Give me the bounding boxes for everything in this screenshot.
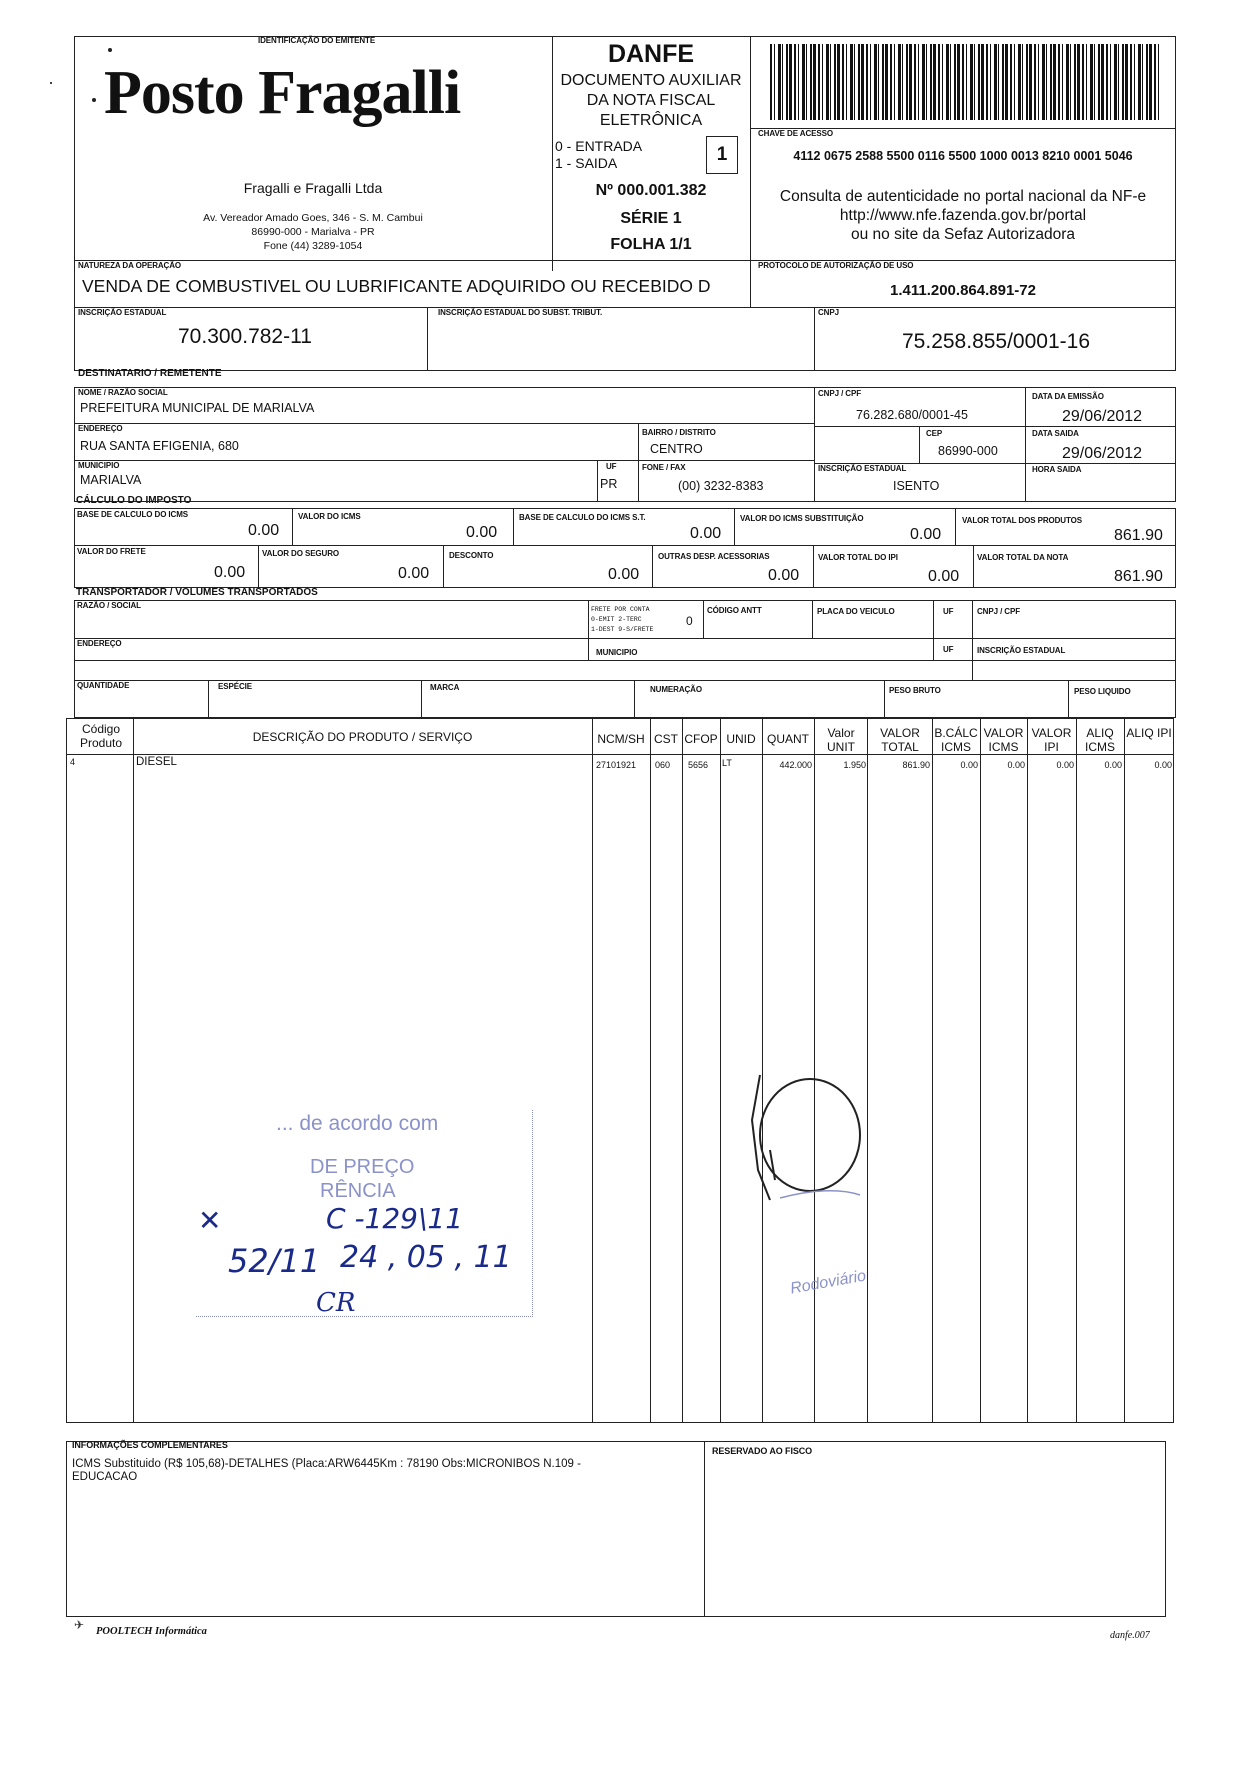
dest-nome-label: NOME / RAZÃO SOCIAL [78, 388, 168, 397]
municipio-value: MARIALVA [80, 473, 142, 487]
col-cfop: CFOP [684, 732, 718, 746]
produtos-frame [66, 718, 1174, 1423]
iest-label: INSCRIÇÃO ESTADUAL DO SUBST. TRIBUT. [438, 308, 603, 317]
footer-right: danfe.007 [1110, 1630, 1150, 1641]
saida-value: 29/06/2012 [1062, 445, 1143, 462]
emitente-label: IDENTIFICAÇÃO DO EMITENTE [258, 36, 376, 45]
nota-numero: Nº 000.001.382 [595, 182, 707, 199]
qtd-label: QUANTIDADE [77, 681, 130, 690]
outras-value: 0.00 [768, 567, 800, 584]
col-descricao: DESCRIÇÃO DO PRODUTO / SERVIÇO [252, 730, 473, 744]
nota-folha: FOLHA 1/1 [610, 236, 692, 253]
transp-ie-label: INSCRIÇÃO ESTADUAL [977, 646, 1066, 655]
imposto-label: CÁLCULO DO IMPOSTO [76, 495, 192, 506]
desconto-value: 0.00 [608, 566, 640, 583]
transp-municipio-label: MUNICIPIO [596, 648, 638, 657]
valor-st-label: VALOR DO ICMS SUBSTITUIÇÃO [740, 514, 864, 523]
danfe-entrada: 0 - ENTRADA [555, 138, 643, 154]
col-unid: UNID [726, 732, 756, 746]
frete-label: VALOR DO FRETE [77, 547, 146, 556]
row-cst: 060 [655, 760, 671, 770]
consulta-3: ou no site da Sefaz Autorizadora [850, 226, 1076, 243]
ie-label: INSCRIÇÃO ESTADUAL [78, 308, 167, 317]
col-ncm: NCM/SH [597, 732, 645, 746]
dest-nome: PREFEITURA MUNICIPAL DE MARIALVA [80, 401, 315, 415]
valor-icms-label: VALOR DO ICMS [298, 512, 361, 521]
base-icms-value: 0.00 [248, 522, 280, 539]
pooltech-icon: ✈ [74, 1618, 85, 1632]
col-vunit: Valor UNIT [827, 726, 855, 754]
uf-value: PR [600, 477, 618, 491]
marca-label: MARCA [430, 683, 460, 692]
chave-value: 4112 0675 2588 5500 0116 5500 1000 0013 8210 0001 5046 [793, 149, 1133, 163]
row-ncm: 27101921 [596, 760, 637, 770]
stamp-hand-2: 52/11 [228, 1242, 321, 1280]
destinatario-label: DESTINATARIO / REMETENTE [78, 368, 222, 379]
bullet-dot [92, 98, 96, 102]
col-aicms: ALIQ ICMS [1085, 726, 1115, 754]
col-quant: QUANT [767, 732, 809, 746]
natureza-label: NATUREZA DA OPERAÇÃO [78, 261, 182, 270]
desconto-label: DESCONTO [449, 551, 494, 560]
emissao-value: 29/06/2012 [1062, 408, 1143, 425]
numeracao-label: NUMERAÇÃO [650, 685, 702, 694]
total-nota-label: VALOR TOTAL DA NOTA [977, 553, 1069, 562]
consulta-2[interactable]: http://www.nfe.fazenda.gov.br/portal [839, 207, 1087, 224]
dest-ie-label: INSCRIÇÃO ESTADUAL [818, 464, 907, 473]
danfe-sub2: DA NOTA FISCAL [586, 92, 716, 109]
emitente-fone: Fone (44) 3289-1054 [263, 240, 363, 252]
info-label: INFORMAÇÕES COMPLEMENTARES [72, 1440, 228, 1450]
nota-serie: SÉRIE 1 [620, 210, 682, 227]
row-vunit: 1.950 [843, 760, 866, 770]
fone-label: FONE / FAX [642, 463, 686, 472]
saida-label: DATA SAIDA [1032, 429, 1079, 438]
frete-conta-1: FRETE POR CONTA [591, 606, 650, 613]
protocolo-label: PROTOCOLO DE AUTORIZAÇÃO DE USO [758, 261, 914, 270]
dest-ie-value: ISENTO [893, 479, 940, 493]
uf-label: UF [606, 462, 617, 471]
fone-value: (00) 3232-8383 [678, 479, 764, 493]
especie-label: ESPÉCIE [218, 682, 252, 691]
col-vtotal: VALOR TOTAL [880, 726, 920, 754]
col-vipi: VALOR IPI [1031, 726, 1072, 754]
row-aicms: 0.00 [1104, 760, 1122, 770]
base-icms-label: BASE DE CALCULO DO ICMS [77, 510, 189, 519]
stamp-line-3: RÊNCIA [320, 1180, 396, 1202]
frete-conta-2: 0-EMIT 2-TERC [591, 616, 642, 623]
row-vicms: 0.00 [1007, 760, 1025, 770]
transp-endereco-label: ENDEREÇO [77, 639, 122, 648]
col-bcicms: B.CÁLC ICMS [934, 726, 978, 754]
frete-conta-value: 0 [686, 614, 693, 628]
stamp-initials: CR [316, 1288, 356, 1318]
info-text-1: ICMS Substituido (R$ 105,68)-DETALHES (Placa:ARW6445Km : 78190 Obs:MICRONIBOS N.109 - [72, 1458, 581, 1470]
base-st-value: 0.00 [690, 525, 722, 542]
scan-speck [50, 82, 52, 84]
dest-endereco: RUA SANTA EFIGENIA, 680 [80, 439, 239, 453]
company-logo: Posto Fragalli [104, 59, 461, 127]
row-cfop: 5656 [688, 760, 709, 770]
stamp-cross: ✕ [198, 1205, 222, 1236]
footer-left: POOLTECH Informática [96, 1626, 207, 1637]
transp-uf-label: UF [943, 607, 954, 616]
frete-conta-3: 1-DEST 9-S/FRETE [591, 626, 654, 633]
emissao-label: DATA DA EMISSÃO [1032, 392, 1104, 401]
danfe-title: DANFE [607, 40, 695, 68]
transp-razao-label: RAZÃO / SOCIAL [77, 601, 141, 610]
row-vipi: 0.00 [1056, 760, 1074, 770]
col-cst: CST [654, 732, 678, 746]
col-vicms: VALOR ICMS [983, 726, 1024, 754]
bullet-dot [108, 48, 112, 52]
approval-stamp [196, 1110, 533, 1317]
stamp-hand-1: C -129\11 [326, 1202, 464, 1235]
base-st-label: BASE DE CALCULO DO ICMS S.T. [519, 513, 646, 522]
danfe-sub3: ELETRÔNICA [599, 112, 703, 129]
antt-label: CÓDIGO ANTT [707, 606, 762, 615]
cnpj-emit-value: 75.258.855/0001-16 [902, 330, 1091, 353]
dest-cnpj-label: CNPJ / CPF [818, 389, 862, 398]
natureza-value: VENDA DE COMBUSTIVEL OU LUBRIFICANTE ADQUIRIDO OU RECEBIDO D [82, 276, 711, 296]
consulta-1: Consulta de autenticidade no portal nacional da NF-e [779, 188, 1147, 205]
tipo-value: 1 [716, 144, 728, 165]
seguro-label: VALOR DO SEGURO [262, 549, 340, 558]
col-codigo: Código Produto [79, 722, 123, 750]
dest-endereco-label: ENDEREÇO [78, 424, 123, 433]
fisco-label: RESERVADO AO FISCO [712, 1446, 813, 1456]
info-text-2: EDUCACAO [72, 1471, 138, 1483]
emitente-endereco: Av. Vereador Amado Goes, 346 - S. M. Cambui [203, 212, 423, 224]
stamp-line-2: DE PREÇO [310, 1156, 415, 1178]
danfe-saida: 1 - SAIDA [555, 155, 618, 171]
stamp-hand-3: 24 , 05 , 11 [340, 1240, 512, 1275]
bairro-value: CENTRO [650, 442, 703, 456]
hora-label: HORA SAIDA [1032, 465, 1082, 474]
valor-st-value: 0.00 [910, 526, 942, 543]
seal-text: Rodoviário [789, 1267, 868, 1298]
valor-icms-value: 0.00 [466, 524, 498, 541]
peso-liquido-label: PESO LIQUIDO [1074, 687, 1131, 696]
row-vtotal: 861.90 [902, 760, 930, 770]
total-nota-value: 861.90 [1114, 568, 1163, 585]
ipi-label: VALOR TOTAL DO IPI [818, 553, 898, 562]
ie-value: 70.300.782-11 [178, 325, 312, 348]
row-unid: LT [722, 758, 732, 768]
bairro-label: BAIRRO / DISTRITO [642, 428, 716, 437]
cnpj-emit-label: CNPJ [818, 308, 839, 317]
emitente-razao: Fragalli e Fragalli Ltda [243, 180, 383, 196]
ipi-value: 0.00 [928, 568, 960, 585]
row-codigo: 4 [70, 757, 76, 767]
protocolo-value: 1.411.200.864.891-72 [890, 282, 1036, 299]
transportador-label: TRANSPORTADOR / VOLUMES TRANSPORTADOS [76, 587, 318, 598]
barcode [770, 44, 1162, 120]
transp-cnpj-label: CNPJ / CPF [977, 607, 1021, 616]
row-bcicms: 0.00 [960, 760, 978, 770]
row-aipi: 0.00 [1154, 760, 1172, 770]
placa-label: PLACA DO VEICULO [817, 607, 895, 616]
cep-label: CEP [926, 429, 943, 438]
municipio-label: MUNICIPIO [78, 461, 120, 470]
total-prod-label: VALOR TOTAL DOS PRODUTOS [962, 516, 1082, 525]
peso-bruto-label: PESO BRUTO [889, 686, 941, 695]
frete-value: 0.00 [214, 564, 246, 581]
cep-value: 86990-000 [938, 444, 998, 458]
row-quant: 442.000 [779, 760, 812, 770]
row-descricao: DIESEL [136, 756, 177, 768]
outras-label: OUTRAS DESP. ACESSORIAS [658, 552, 770, 561]
transp-uf2-label: UF [943, 645, 954, 654]
signature-mark [730, 1060, 880, 1220]
emitente-cidade: 86990-000 - Marialva - PR [251, 226, 375, 238]
chave-label: CHAVE DE ACESSO [758, 129, 833, 138]
dest-cnpj: 76.282.680/0001-45 [856, 408, 968, 422]
total-prod-value: 861.90 [1114, 527, 1163, 544]
danfe-sub1: DOCUMENTO AUXILIAR [560, 72, 742, 89]
seguro-value: 0.00 [398, 565, 430, 582]
stamp-line-1: ... de acordo com [276, 1112, 439, 1135]
col-aipi: ALIQ IPI [1126, 726, 1172, 740]
